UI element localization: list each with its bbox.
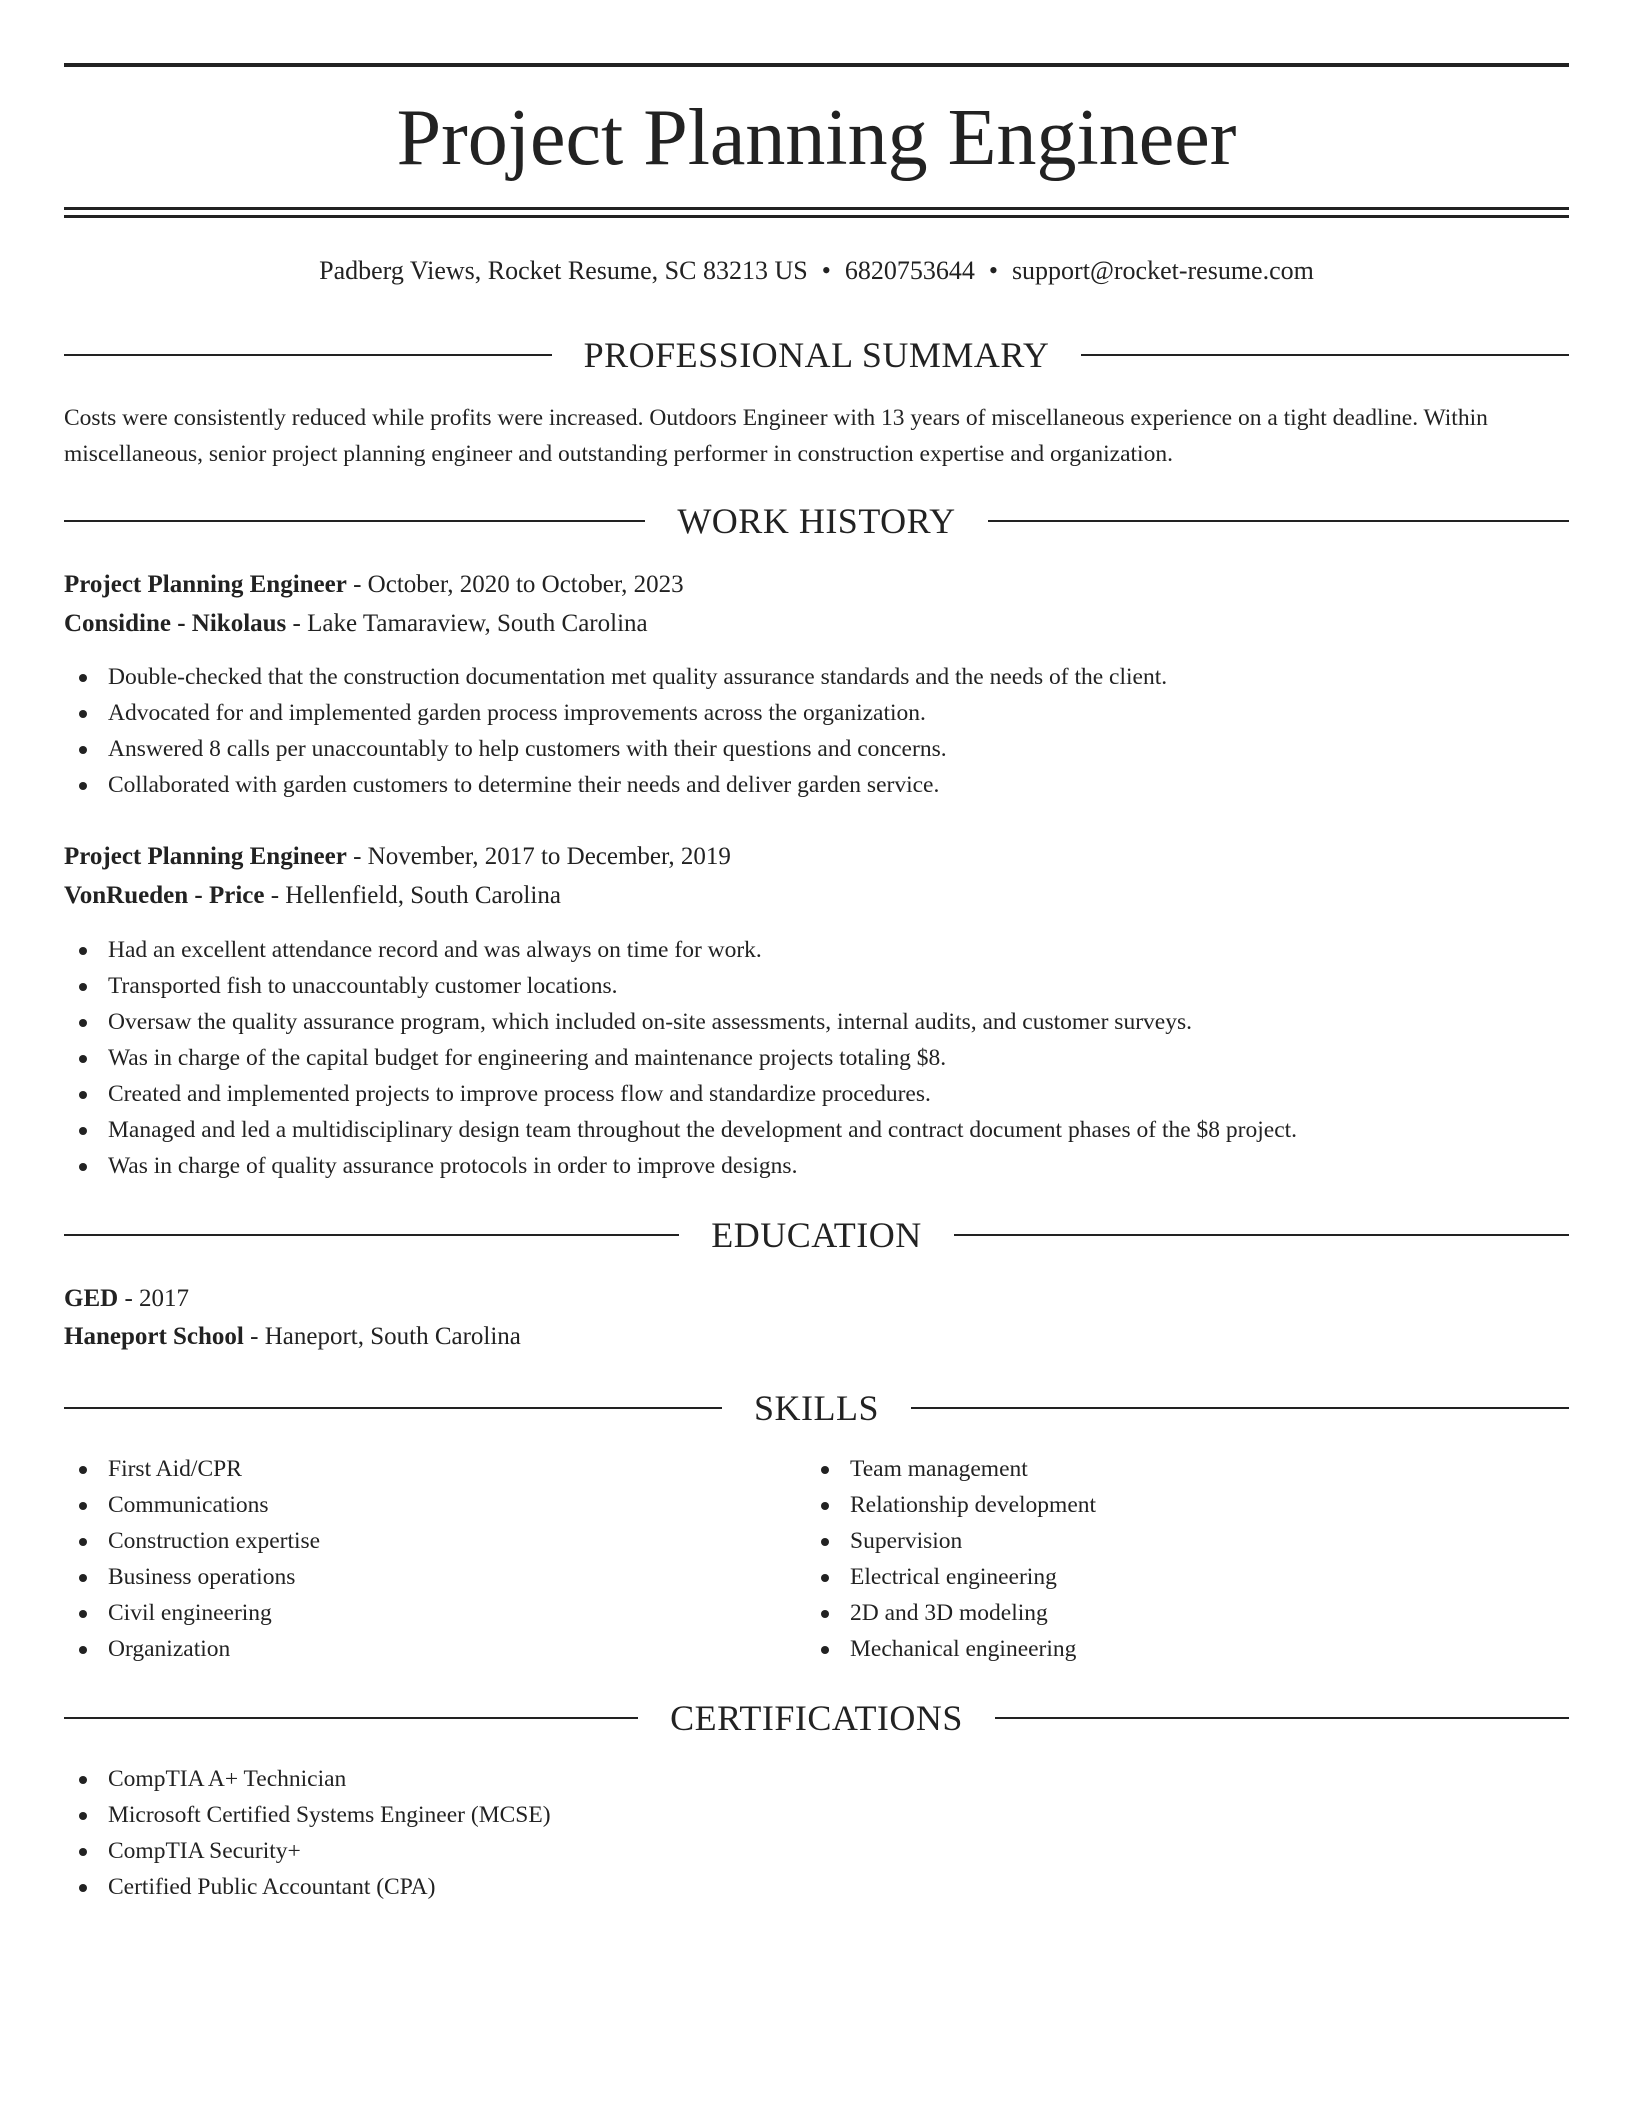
section-heading-skills: [64, 1386, 1569, 1430]
resume-title: Project Planning Engineer: [396, 94, 1237, 182]
heading-rule-right: [954, 1234, 1569, 1236]
job-company-line: [64, 606, 648, 642]
contact-email: support@rocket-resume.com: [1011, 256, 1314, 285]
job-title-line: [64, 839, 731, 875]
job-bullet: Created and implemented projects to improve process flow and standardize procedures.: [64, 1076, 1297, 1112]
job-dates: - November, 2017 to December, 2019: [346, 843, 731, 870]
certification-item: CompTIA A+ Technician: [64, 1761, 551, 1797]
certification-item: Microsoft Certified Systems Engineer (MCSE): [64, 1797, 551, 1833]
heading-rule-left: [64, 1234, 679, 1236]
job-bullet: Answered 8 calls per unaccountably to help customers with their questions and concerns.: [64, 731, 1167, 767]
job-title: Project Planning Engineer: [64, 843, 347, 870]
job-title-line: [64, 567, 684, 603]
education-school-line: [64, 1319, 521, 1355]
job-bullet: Was in charge of quality assurance protocols in order to improve designs.: [64, 1148, 1297, 1184]
section-heading-certifications: [64, 1696, 1569, 1740]
certifications-list: [64, 1761, 551, 1905]
job-company-line: [64, 878, 561, 914]
section-heading-summary: [64, 333, 1569, 377]
heading-rule-left: [64, 354, 552, 356]
job-bullet: Was in charge of the capital budget for engineering and maintenance projects totaling $8.: [64, 1040, 1297, 1076]
contact-separator: •: [988, 256, 998, 285]
education-degree-line: [64, 1281, 189, 1317]
skill-item: Organization: [64, 1631, 320, 1667]
section-title-work-history: WORK HISTORY: [677, 501, 956, 541]
job-company: VonRueden - Price: [64, 882, 265, 909]
job-bullet: Advocated for and implemented garden process improvements across the organization.: [64, 695, 1167, 731]
section-title-certifications: CERTIFICATIONS: [670, 1698, 963, 1738]
education-location: - Haneport, South Carolina: [243, 1323, 521, 1350]
education-degree: GED: [64, 1285, 119, 1312]
section-heading-education: [64, 1213, 1569, 1257]
skill-item: Team management: [806, 1451, 1096, 1487]
contact-address: Padberg Views, Rocket Resume, SC 83213 US: [319, 256, 808, 285]
skill-item: Relationship development: [806, 1487, 1096, 1523]
job-bullets: [64, 932, 1297, 1184]
job-title: Project Planning Engineer: [64, 571, 347, 598]
job-bullet: Oversaw the quality assurance program, which included on-site assessments, internal audits, and customer surveys.: [64, 1004, 1297, 1040]
header-bottom-rule-2: [64, 215, 1569, 218]
skill-item: Communications: [64, 1487, 320, 1523]
job-bullet: Transported fish to unaccountably customer locations.: [64, 968, 1297, 1004]
heading-rule-left: [64, 1717, 638, 1719]
header-bottom-rule-1: [64, 207, 1569, 210]
heading-rule-right: [988, 520, 1569, 522]
job-company: Considine - Nikolaus: [64, 610, 287, 637]
heading-rule-left: [64, 520, 645, 522]
job-bullet: Double-checked that the construction documentation met quality assurance standards and the needs of the client.: [64, 659, 1167, 695]
skills-list-left: [64, 1451, 320, 1667]
section-title-summary: PROFESSIONAL SUMMARY: [583, 335, 1050, 375]
education-school: Haneport School: [64, 1323, 244, 1350]
heading-rule-right: [995, 1717, 1569, 1719]
certification-item: CompTIA Security+: [64, 1833, 551, 1869]
job-bullets: [64, 659, 1167, 803]
job-bullet: Managed and led a multidisciplinary design team throughout the development and contract document phases of the $8 project.: [64, 1112, 1297, 1148]
skill-item: 2D and 3D modeling: [806, 1595, 1096, 1631]
skill-item: First Aid/CPR: [64, 1451, 320, 1487]
skill-item: Supervision: [806, 1523, 1096, 1559]
skill-item: Construction expertise: [64, 1523, 320, 1559]
section-heading-work-history: [64, 499, 1569, 543]
skills-list-right: [806, 1451, 1096, 1667]
skill-item: Electrical engineering: [806, 1559, 1096, 1595]
skill-item: Business operations: [64, 1559, 320, 1595]
contact-phone: 6820753644: [844, 256, 975, 285]
certification-item: Certified Public Accountant (CPA): [64, 1869, 551, 1905]
section-title-skills: SKILLS: [754, 1388, 880, 1428]
job-location: - Lake Tamaraview, South Carolina: [286, 610, 648, 637]
heading-rule-right: [1081, 354, 1569, 356]
summary-text: Costs were consistently reduced while profits were increased. Outdoors Engineer with 13 years of miscellaneous experience on a tight deadline. Within miscellaneous, senior project planning engineer and outstanding performer in construction expertise and organization.: [64, 405, 1488, 467]
section-title-education: EDUCATION: [711, 1215, 922, 1255]
skill-item: Mechanical engineering: [806, 1631, 1096, 1667]
skill-item: Civil engineering: [64, 1595, 320, 1631]
header-top-rule: [64, 63, 1569, 67]
heading-rule-left: [64, 1407, 722, 1409]
job-dates: - October, 2020 to October, 2023: [346, 571, 684, 598]
contact-separator: •: [821, 256, 831, 285]
job-bullet: Had an excellent attendance record and was always on time for work.: [64, 932, 1297, 968]
education-year: - 2017: [118, 1285, 190, 1312]
job-location: - Hellenfield, South Carolina: [264, 882, 561, 909]
contact-line: [64, 254, 1569, 288]
job-bullet: Collaborated with garden customers to determine their needs and deliver garden service.: [64, 767, 1167, 803]
heading-rule-right: [911, 1407, 1569, 1409]
